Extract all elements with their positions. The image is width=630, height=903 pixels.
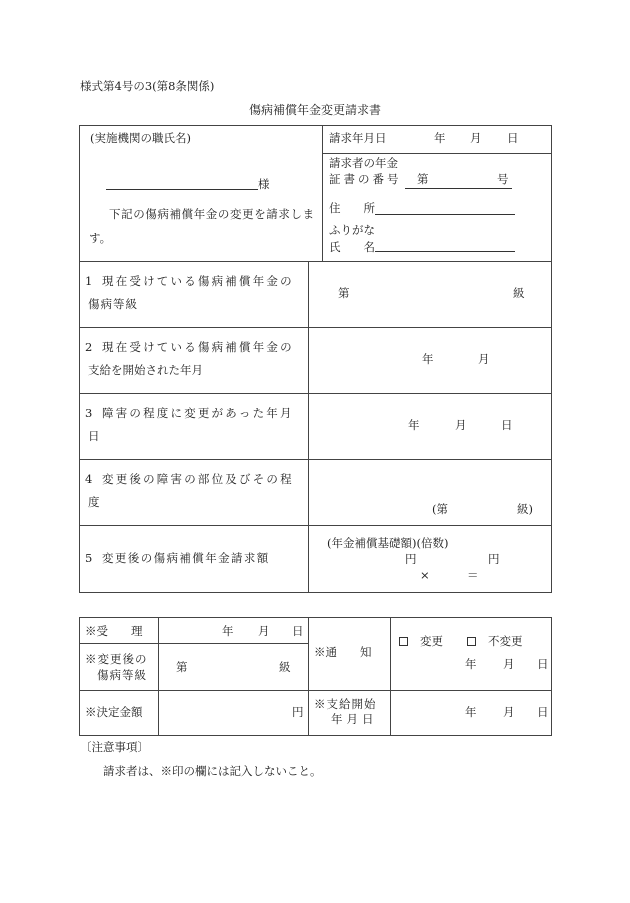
item5-times: × bbox=[420, 568, 430, 582]
item5-equals: ＝ bbox=[467, 568, 479, 582]
item1-grade-field[interactable] bbox=[356, 284, 506, 300]
item1-number: 1 bbox=[85, 274, 93, 288]
cert-number-field[interactable] bbox=[432, 172, 492, 186]
item5-yen-1: 円 bbox=[405, 552, 417, 566]
item3-day: 日 bbox=[501, 418, 513, 432]
item1-label-line1: 現在受けている傷病補償年金の bbox=[102, 274, 294, 288]
item1-dai: 第 bbox=[338, 286, 350, 300]
office-payment-day: 日 bbox=[537, 705, 549, 719]
item2-label-line2: 支給を開始された年月 bbox=[88, 363, 203, 377]
request-date-label: 請求年月日 bbox=[329, 131, 387, 145]
agency-label: (実施機関の職氏名) bbox=[90, 131, 191, 145]
request-date-field[interactable] bbox=[392, 130, 542, 146]
address-field[interactable] bbox=[377, 200, 513, 214]
item2-year: 年 bbox=[422, 352, 434, 366]
no-change-option-label: 不変更 bbox=[488, 634, 523, 648]
change-option-label: 変更 bbox=[420, 634, 443, 648]
item3-label-line1: 障害の程度に変更があった年月 bbox=[102, 406, 294, 420]
office-notice-label: ※通 知 bbox=[314, 645, 372, 659]
agency-name-field[interactable] bbox=[108, 172, 256, 186]
request-text-line1: 下記の傷病補償年金の変更を請求しま bbox=[109, 207, 315, 221]
office-juri-day: 日 bbox=[292, 624, 304, 638]
office-payment-label-line1: ※支給開始 bbox=[314, 697, 377, 711]
item4-site-field[interactable] bbox=[318, 466, 544, 494]
furigana-field[interactable] bbox=[377, 223, 513, 235]
request-text-line2: す。 bbox=[89, 231, 112, 245]
office-juri-year: 年 bbox=[222, 624, 234, 638]
office-juri-label: ※受 理 bbox=[85, 624, 143, 638]
cert-go: 号 bbox=[497, 172, 509, 186]
office-notice-day: 日 bbox=[537, 657, 549, 671]
item2-number: 2 bbox=[85, 340, 93, 354]
item3-year: 年 bbox=[408, 418, 420, 432]
item1-kyu: 級 bbox=[513, 286, 525, 300]
pension-cert-label-line1: 請求者の年金 bbox=[329, 156, 398, 170]
office-notice-year: 年 bbox=[465, 657, 477, 671]
sama-label: 様 bbox=[258, 177, 270, 191]
office-grade-label-line1: ※変更後の bbox=[85, 652, 148, 666]
request-date-day: 日 bbox=[507, 131, 519, 145]
office-payment-label-line2: 年月日 bbox=[331, 712, 378, 726]
item4-paren-kyu: 級) bbox=[517, 502, 533, 516]
office-notice-month: 月 bbox=[503, 657, 515, 671]
office-juri-month: 月 bbox=[258, 624, 270, 638]
item4-number: 4 bbox=[85, 472, 93, 486]
item4-label-line1: 変更後の障害の部位及びその程 bbox=[102, 472, 294, 486]
item3-month: 月 bbox=[455, 418, 467, 432]
notes-heading: 〔注意事項〕 bbox=[80, 740, 149, 754]
address-label: 住 所 bbox=[329, 201, 375, 215]
item5-yen-2: 円 bbox=[488, 552, 500, 566]
item2-date-field[interactable] bbox=[330, 350, 540, 366]
request-date-month: 月 bbox=[470, 131, 482, 145]
name-field[interactable] bbox=[377, 237, 513, 251]
pension-cert-label-line2: 証書の番号 bbox=[329, 172, 402, 186]
office-grade-label-line2: 傷病等級 bbox=[97, 668, 147, 682]
office-grade-kyu: 級 bbox=[279, 660, 291, 674]
item5-header: (年金補償基礎額)(倍数) bbox=[327, 536, 449, 550]
form-title: 傷病補償年金変更請求書 bbox=[249, 103, 382, 117]
form-id: 様式第4号の3(第8条関係) bbox=[80, 79, 215, 93]
request-date-year: 年 bbox=[434, 131, 446, 145]
item2-label-line1: 現在受けている傷病補償年金の bbox=[102, 340, 294, 354]
furigana-label: ふりがな bbox=[329, 223, 375, 237]
no-change-checkbox[interactable] bbox=[467, 637, 476, 646]
office-payment-month: 月 bbox=[503, 705, 515, 719]
name-label: 氏 名 bbox=[329, 240, 375, 254]
change-checkbox[interactable] bbox=[399, 637, 408, 646]
notes-text: 請求者は、※印の欄には記入しないこと。 bbox=[103, 764, 322, 778]
item4-label-line2: 度 bbox=[88, 495, 100, 509]
cert-dai: 第 bbox=[417, 172, 429, 186]
item1-label-line2: 傷病等級 bbox=[88, 297, 138, 311]
office-decision-yen: 円 bbox=[292, 705, 304, 719]
item3-number: 3 bbox=[85, 406, 93, 420]
office-decision-label: ※決定金額 bbox=[85, 705, 143, 719]
item4-paren-dai: (第 bbox=[432, 502, 448, 516]
office-grade-dai: 第 bbox=[176, 660, 188, 674]
item2-month: 月 bbox=[478, 352, 490, 366]
item5-number: 5 bbox=[85, 551, 93, 565]
office-table bbox=[79, 617, 552, 736]
item5-label: 変更後の傷病補償年金請求額 bbox=[102, 551, 270, 565]
office-payment-year: 年 bbox=[465, 705, 477, 719]
item3-label-line2: 日 bbox=[88, 429, 100, 443]
